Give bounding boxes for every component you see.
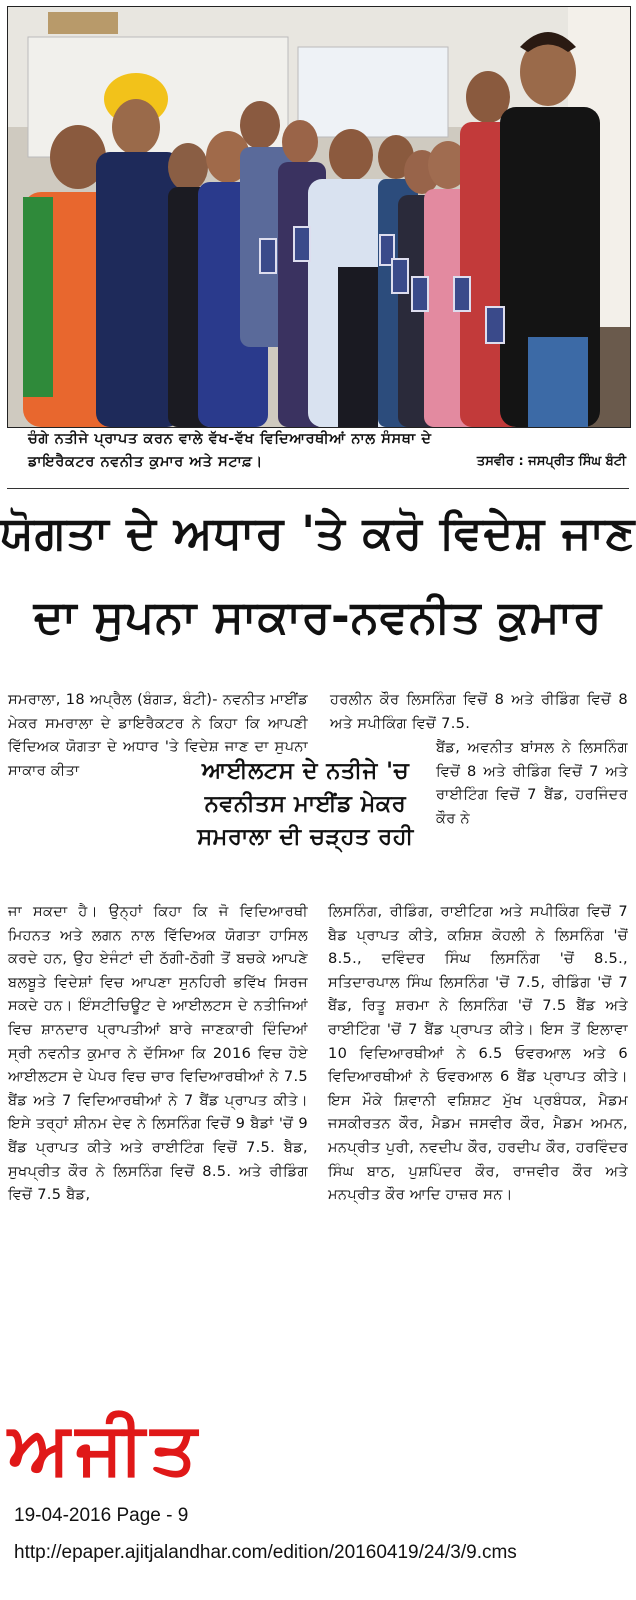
headline-line-1: ਯੋਗਤਾ ਦੇ ਅਧਾਰ 'ਤੇ ਕਰੋ ਵਿਦੇਸ਼ ਜਾਣ (0, 506, 636, 559)
article-paragraph: ਸਮਰਾਲਾ, 18 ਅਪ੍ਰੈਲ (ਬੰਗੜ, ਬੰਟੀ)- ਨਵਨੀਤ ਮਾਈਂਡ ਮੇਕਰ ਸਮਰਾਲਾ ਦੇ ਡਾਇਰੈਕਟਰ ਨੇ ਕਿਹਾ ਕਿ ਆਪਣੀ ਵਿੱਦਿਅਕ ਯੋਗਤਾ ਦੇ ਅਧਾਰ 'ਤੇ ਵਿਦੇਸ਼ ਜਾਣ ਦਾ ਸੁਪਨਾ ਸਾਕਾਰ ਕੀਤਾ (8, 691, 308, 779)
newspaper-masthead: ਅਜੀਤ (8, 1406, 203, 1490)
caption-line-1: ਚੰਗੇ ਨਤੀਜੇ ਪ੍ਰਾਪਤ ਕਰਨ ਵਾਲੇ ਵੱਖ-ਵੱਖ ਵਿਦਿਆਰਥੀਆਂ ਨਾਲ ਸੰਸਥਾ ਦੇ (28, 431, 432, 447)
subheadline (178, 755, 433, 854)
article-column-left-lower (8, 900, 308, 1207)
headline-line-2: ਦਾ ਸੁਪਨਾ ਸਾਕਾਰ-ਨਵਨੀਤ ਕੁਮਾਰ (33, 590, 603, 643)
article-paragraph: ਜਾ ਸਕਦਾ ਹੈ। ਉਨ੍ਹਾਂ ਕਿਹਾ ਕਿ ਜੋ ਵਿਦਿਆਰਥੀ ਮਿਹਨਤ ਅਤੇ ਲਗਨ ਨਾਲ ਵਿੱਦਿਅਕ ਯੋਗਤਾ ਹਾਸਿਲ ਕਰਦੇ ਹਨ, ਉਹ ਏਜੰਟਾਂ ਦੀ ਠੱਗੀ-ਠੋਗੀ ਤੋਂ ਬਚਕੇ ਆਪਣੇ ਬਲਬੂਤੇ ਵਿਦੇਸ਼ਾਂ ਵਿਚ ਆਪਣਾ ਸੁਨਹਿਰੀ ਭਵਿੱਖ ਸਿਰਜ ਸਕਦੇ ਹਨ। ਇੰਸਟੀਚਿਊਟ ਦੇ ਆਈਲਟਸ ਦੇ ਨਤੀਜਿਆਂ ਵਿਚ ਸ਼ਾਨਦਾਰ ਪ੍ਰਾਪਤੀਆਂ ਬਾਰੇ ਜਾਣਕਾਰੀ ਦਿੰਦਿਆਂ ਸ੍ਰੀ ਨਵਨੀਤ ਕੁਮਾਰ ਨੇ ਦੱਸਿਆ ਕਿ 2016 ਵਿਚ ਹੋਏ ਆਈਲਟਸ ਦੇ ਪੇਪਰ ਵਿਚ ਚਾਰ ਵਿਦਿਆਰਥੀਆਂ ਨੇ 7.5 ਬੈਂਡ ਅਤੇ 7 ਵਿਦਿਆਰਥੀਆਂ ਨੇ 7 ਬੈਂਡ ਪ੍ਰਾਪਤ ਕੀਤੇ। ਇਸੇ ਤਰ੍ਹਾਂ ਸ਼ੀਨਮ ਦੇਵ ਨੇ ਲਿਸਨਿੰਗ ਵਿਚੋਂ 9 ਬੈਡਾਂ 'ਚੋਂ 9 ਬੈਂਡ ਪ੍ਰਾਪਤ ਕੀਤੇ ਅਤੇ ਰਾਈਟਿੰਗ ਵਿਚੋਂ 7.5. ਬੈਡ, ਸੁਖਪ੍ਰੀਤ ਕੌਰ ਨੇ ਲਿਸਨਿੰਗ ਵਿਚੋਂ 8.5. ਅਤੇ ਰੀਡਿੰਗ ਵਿਚੋਂ 7.5 ਬੈਡ, (8, 903, 308, 1204)
caption-line-2: ਡਾਇਰੈਕਟਰ ਨਵਨੀਤ ਕੁਮਾਰ ਅਤੇ ਸਟਾਫ਼। (28, 454, 263, 470)
subhead-line-1: ਆਈਲਟਸ ਦੇ ਨਤੀਜੇ 'ਚ (201, 758, 410, 784)
date-page: 19-04-2016 Page - 9 (14, 1505, 189, 1526)
source-url[interactable]: http://epaper.ajitjalandhar.com/edition/20160419/24/3/9.cms (14, 1542, 517, 1563)
article-paragraph: ਹਰਲੀਨ ਕੌਰ ਲਿਸਨਿੰਗ ਵਿਚੋਂ 8 ਅਤੇ ਰੀਡਿੰਗ ਵਿਚੋਂ 8 ਅਤੇ ਸਪੀਕਿੰਗ ਵਿਚੋਂ 7.5. (330, 691, 628, 732)
photo-credit: ਤਸਵੀਰ : ਜਸਪ੍ਰੀਤ ਸਿੰਘ ਬੰਟੀ (476, 454, 626, 469)
subhead-line-3: ਸਮਰਾਲਾ ਦੀ ਚੜ੍ਹਤ ਰਹੀ (197, 824, 414, 850)
article-column-right (330, 688, 628, 735)
group-photo (7, 6, 631, 428)
article-paragraph: ਲਿਸਨਿੰਗ, ਰੀਡਿੰਗ, ਰਾਈਟਿਗ ਅਤੇ ਸਪੀਕਿੰਗ ਵਿਚੋਂ 7 ਬੈਡ ਪ੍ਰਾਪਤ ਕੀਤੇ, ਕਸ਼ਿਸ਼ ਕੋਹਲੀ ਨੇ ਲਿਸਨਿੰਗ 'ਚੋਂ 8.5., ਦਵਿੰਦਰ ਸਿੰਘ ਲਿਸਨਿੰਗ 'ਚੋਂ 8.5., ਸਤਿਦਾਰਪਾਲ ਸਿੰਘ ਲਿਸਨਿੰਗ 'ਚੋਂ 7.5, ਰੀਡਿੰਗ 'ਚੋਂ 7 ਬੈਂਡ, ਰਿਤੂ ਸ਼ਰਮਾ ਨੇ ਲਿਸਨਿੰਗ 'ਚੋਂ 7.5 ਬੈਂਡ ਅਤੇ ਰਾਈਟਿੰਗ 'ਚੋਂ 7 ਬੈਂਡ ਪ੍ਰਾਪਤ ਕੀਤੇ। ਇਸ ਤੋਂ ਇਲਾਵਾ 10 ਵਿਦਿਆਰਥੀਆਂ ਨੇ 6.5 ਓਵਰਆਲ ਅਤੇ 6 ਵਿਦਿਆਰਥੀਆਂ ਨੇ ਓਵਰਆਲ 6 ਬੈਂਡ ਪ੍ਰਾਪਤ ਕੀਤੇ। ਇਸ ਮੌਕੇ ਸ਼ਿਵਾਨੀ ਵਸ਼ਿਸ਼ਟ ਮੁੱਖ ਪ੍ਰਬੰਧਕ, ਮੈਡਮ ਜਸਕੀਰਤਨ ਕੌਰ, ਮੈਡਮ ਜਸਵੀਰ ਕੌਰ, ਮੈਡਮ ਅਮਨ, ਮਨਪ੍ਰੀਤ ਪੁਰੀ, ਨਵਦੀਪ ਕੌਰ, ਹਰਦੀਪ ਕੌਰ, ਹਰਵਿੰਦਰ ਸਿੰਘ ਬਾਠ, ਪੁਸ਼ਪਿੰਦਰ ਕੌਰ, ਰਾਜਵੀਰ ਕੌਰ ਅਤੇ ਮਨਪ੍ਰੀਤ ਕੌਰ ਆਦਿ ਹਾਜ਼ਰ ਸਨ। (328, 903, 628, 1204)
group-photo-illustration (8, 7, 630, 427)
article-paragraph: ਬੈਂਡ, ਅਵਨੀਤ ਬਾਂਸਲ ਨੇ ਲਿਸਨਿੰਗ ਵਿਚੋਂ 8 ਅਤੇ ਰੀਡਿੰਗ ਵਿਚੋਂ 7 ਅਤੇ ਰਾਈਟਿੰਗ ਵਿਚੋਂ 7 ਬੈਂਡ, ਹਰਜਿੰਦਰ ਕੌਰ ਨੇ (436, 739, 628, 827)
subhead-line-2: ਨਵਨੀਤਸ ਮਾਈਂਡ ਮੇਕਰ (204, 791, 407, 817)
article-column-right-narrow (436, 736, 628, 830)
article-column-right-lower (328, 900, 628, 1207)
divider (7, 488, 629, 489)
